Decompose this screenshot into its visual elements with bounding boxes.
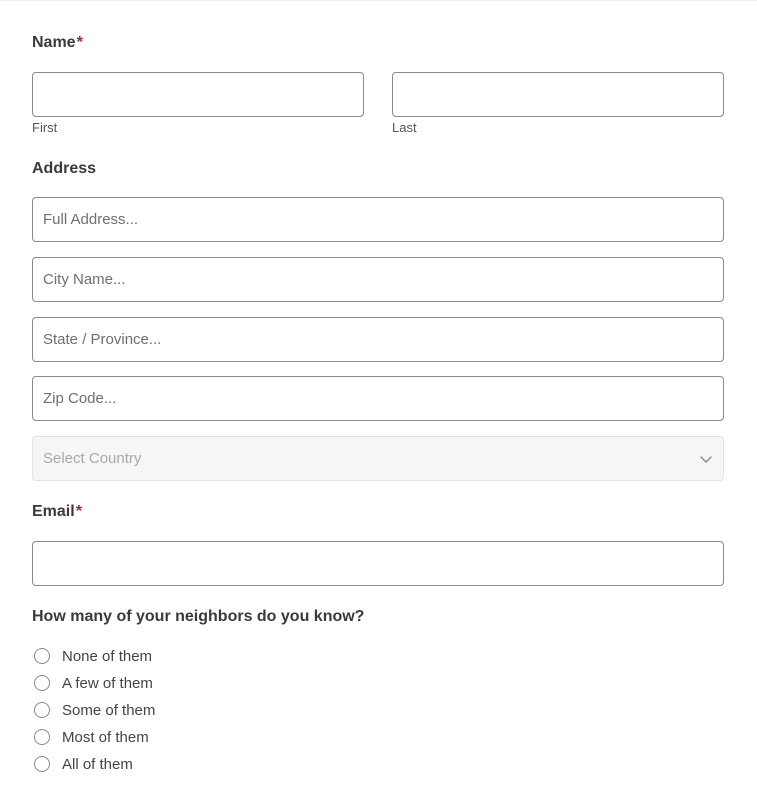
radio-option-some[interactable] — [34, 699, 155, 721]
name-label-text: Name — [32, 34, 76, 51]
radio-option-label: Some of them — [62, 701, 156, 719]
radio-button[interactable] — [34, 756, 50, 772]
neighbors-question: How many of your neighbors do you know? — [32, 608, 365, 625]
zip-code-input[interactable] — [32, 376, 724, 421]
address-label: Address — [32, 160, 97, 177]
radio-option-most[interactable] — [34, 726, 149, 748]
radio-option-a-few[interactable] — [34, 672, 153, 694]
chevron-down-icon — [699, 452, 713, 466]
radio-option-label: None of them — [62, 647, 153, 665]
state-province-input[interactable] — [32, 317, 724, 362]
city-input[interactable] — [32, 257, 724, 302]
email-input[interactable] — [32, 541, 724, 586]
email-label — [32, 503, 82, 521]
first-name-sublabel: First — [32, 120, 58, 135]
radio-option-all[interactable] — [34, 753, 133, 775]
radio-button[interactable] — [34, 675, 50, 691]
radio-button[interactable] — [34, 648, 50, 664]
name-label — [32, 34, 83, 52]
country-select[interactable] — [32, 436, 724, 481]
radio-button[interactable] — [34, 729, 50, 745]
radio-option-label: All of them — [62, 755, 133, 773]
first-name-input[interactable] — [32, 72, 364, 117]
radio-option-none[interactable] — [34, 645, 152, 667]
name-required-mark: * — [76, 34, 83, 51]
full-address-input[interactable] — [32, 197, 724, 242]
email-label-text: Email — [32, 503, 75, 520]
last-name-input[interactable] — [392, 72, 724, 117]
radio-option-label: A few of them — [62, 674, 153, 692]
radio-option-label: Most of them — [62, 728, 149, 746]
email-required-mark: * — [75, 503, 82, 520]
last-name-sublabel: Last — [392, 120, 417, 135]
country-select-value: Select Country — [43, 450, 142, 467]
radio-button[interactable] — [34, 702, 50, 718]
top-divider — [0, 0, 757, 1]
